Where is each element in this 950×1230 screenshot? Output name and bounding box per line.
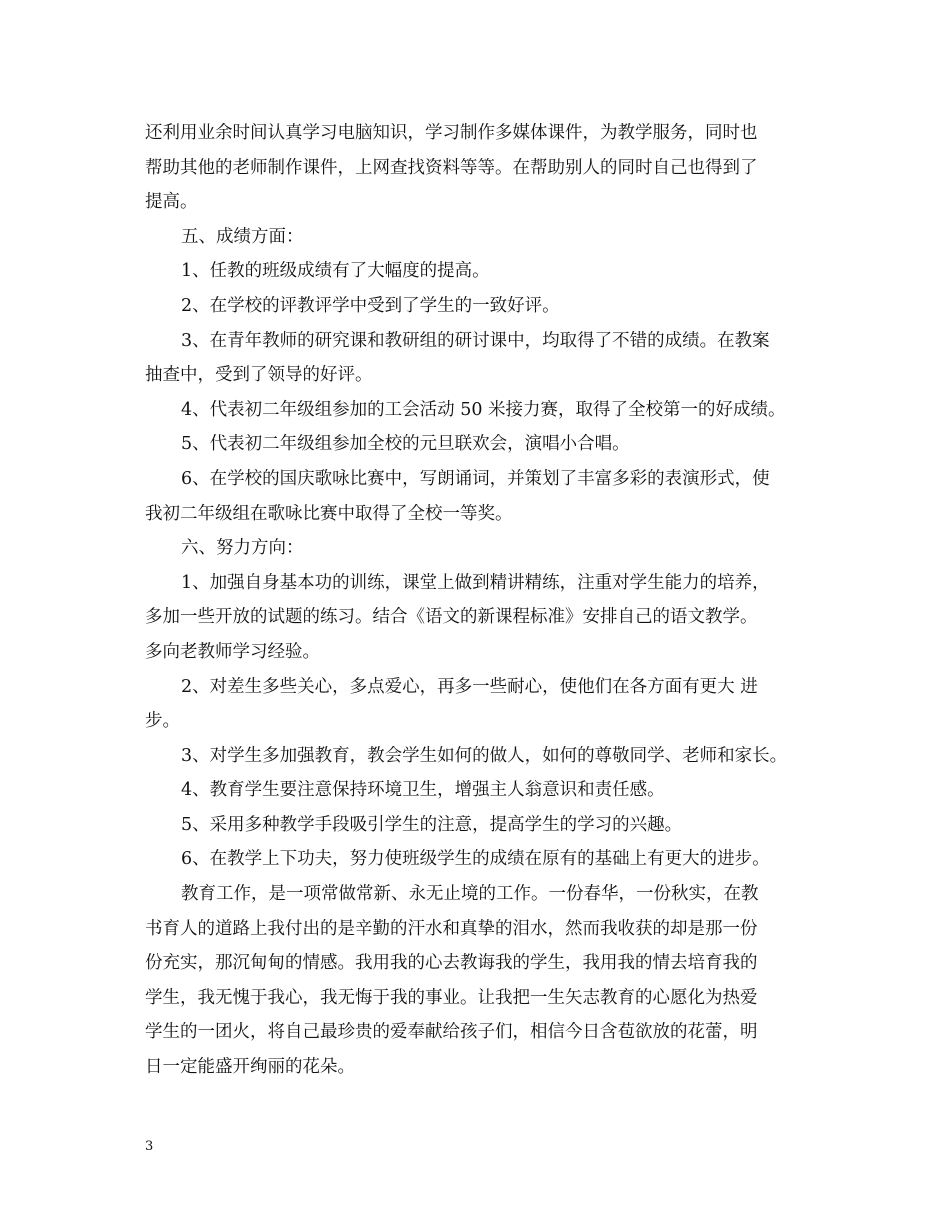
text-line: 我初二年级组在歌咏比赛中取得了全校一等奖。 bbox=[145, 503, 513, 524]
text-line: 5、采用多种教学手段吸引学生的注意，提高学生的学习的兴趣。 bbox=[181, 814, 683, 835]
document-body bbox=[145, 116, 835, 1085]
text-line: 1、任教的班级成绩有了大幅度的提高。 bbox=[181, 261, 490, 282]
text-line: 4、教育学生要注意保持环境卫生，增强主人翁意识和责任感。 bbox=[181, 780, 665, 801]
text-line: 份充实，那沉甸甸的情感。我用我的心去教诲我的学生，我用我的情去培育我的 bbox=[145, 953, 758, 974]
text-line: 还利用业余时间认真学习电脑知识，学习制作多媒体课件，为教学服务，同时也 bbox=[145, 123, 758, 143]
text-line: 2、对差生多些关心，多点爱心，再多一些耐心，使他们在各方面有更大 进 bbox=[181, 676, 758, 697]
text-line: 六、努力方向： bbox=[181, 538, 304, 559]
text-line: 3、在青年教师的研究课和教研组的研讨课中，均取得了不错的成绩。在教案 bbox=[181, 330, 770, 351]
text-line: 多加一些开放的试题的练习。结合《语文的新课程标准》安排自己的语文教学。 bbox=[145, 607, 758, 628]
text-line: 6、在教学上下功夫，努力使班级学生的成绩在原有的基础上有更大的进步。 bbox=[181, 849, 770, 870]
text-line: 4、代表初二年级组参加的工会活动 50 米接力赛，取得了全校第一的好成绩。 bbox=[181, 399, 786, 420]
text-line: 帮助其他的老师制作课件，上网查找资料等等。在帮助别人的同时自己也得到了 bbox=[145, 157, 758, 178]
text-line: 1、加强自身基本功的训练，课堂上做到精讲精练，注重对学生能力的培养， bbox=[181, 572, 770, 593]
text-line: 学生，我无愧于我心，我无悔于我的事业。让我把一生矢志教育的心愿化为热爱 bbox=[145, 987, 758, 1008]
text-line: 提高。 bbox=[145, 192, 198, 213]
text-line: 多向老教师学习经验。 bbox=[145, 641, 320, 662]
text-line: 2、在学校的评教评学中受到了学生的一致好评。 bbox=[181, 295, 560, 316]
text-line: 5、代表初二年级组参加全校的元旦联欢会，演唱小合唱。 bbox=[181, 434, 630, 455]
text-line: 学生的一团火，将自己最珍贵的爱奉献给孩子们，相信今日含苞欲放的花蕾，明 bbox=[145, 1022, 758, 1043]
text-line: 五、成绩方面： bbox=[181, 226, 304, 247]
page-number: 3 bbox=[145, 1139, 154, 1154]
text-line: 日一定能盛开绚丽的花朵。 bbox=[145, 1057, 355, 1078]
text-line: 6、在学校的国庆歌咏比赛中，写朗诵词，并策划了丰富多彩的表演形式，使 bbox=[181, 468, 770, 489]
text-line: 书育人的道路上我付出的是辛勤的汗水和真挚的泪水，然而我收获的却是那一份 bbox=[145, 918, 758, 939]
text-line: 3、对学生多加强教育，教会学生如何的做人，如何的尊敬同学、老师和家长。 bbox=[181, 745, 788, 766]
text-line: 抽查中，受到了领导的好评。 bbox=[145, 365, 373, 386]
text-line: 步。 bbox=[145, 711, 180, 732]
text-line: 教育工作，是一项常做常新、永无止境的工作。一份春华，一份秋实，在教 bbox=[181, 884, 759, 905]
